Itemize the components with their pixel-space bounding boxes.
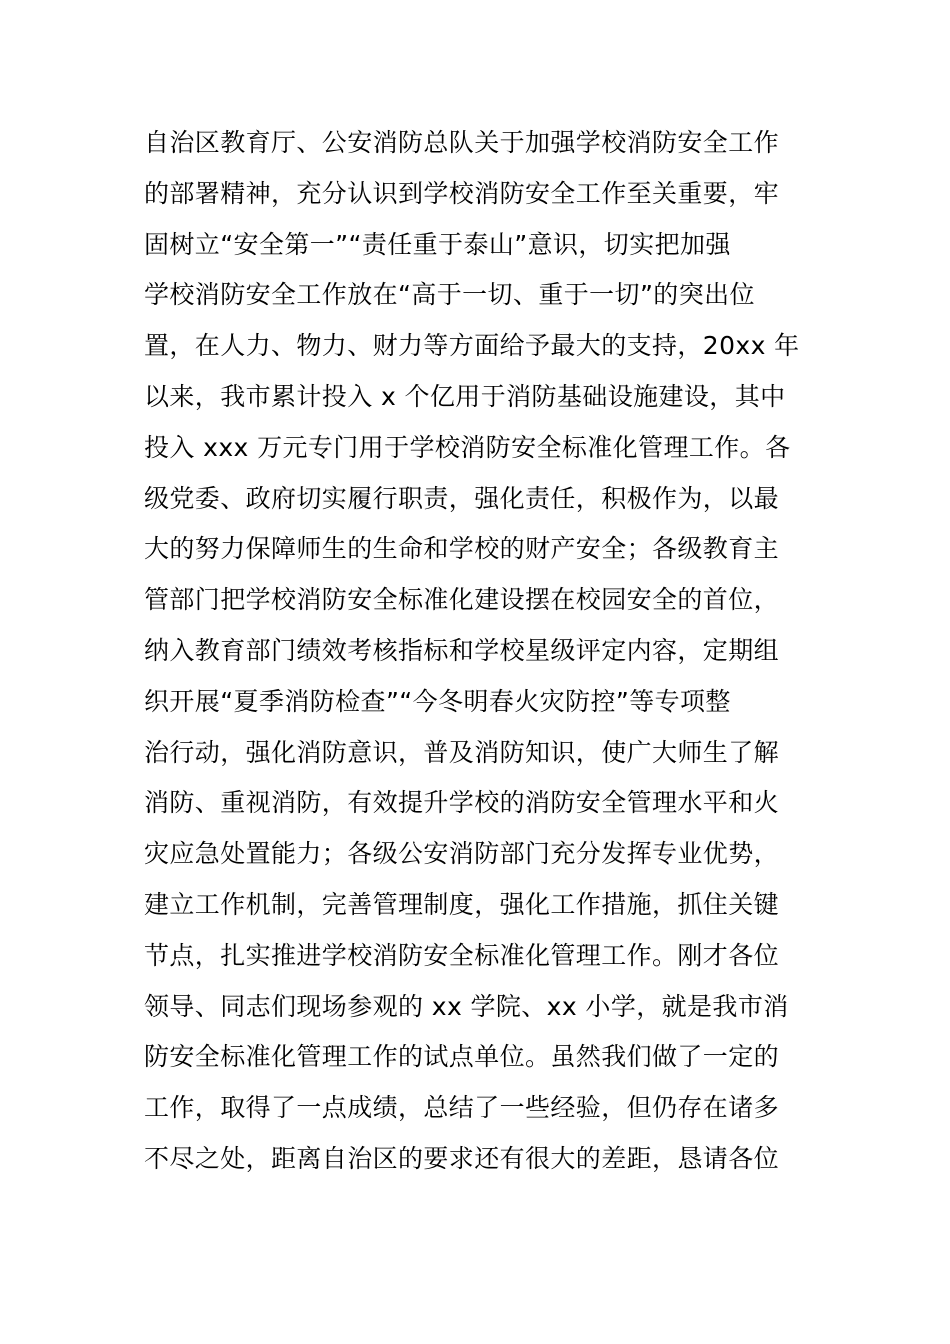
text-line-13: 治行动，强化消防意识，普及消防知识，使广大师生了解 <box>144 737 780 767</box>
text-line-12: 织开展“夏季消防检查”“今冬明春火灾防控”等专项整 <box>144 686 731 716</box>
text-line-20: 工作，取得了一点成绩，总结了一些经验，但仍存在诸多 <box>144 1093 780 1123</box>
text-line-11: 纳入教育部门绩效考核指标和学校星级评定内容，定期组 <box>144 635 780 665</box>
text-line-21: 不尽之处，距离自治区的要求还有很大的差距，恳请各位 <box>144 1143 780 1173</box>
text-line-16: 建立工作机制，完善管理制度，强化工作措施，抓住关键 <box>144 889 780 919</box>
body-paragraph <box>144 118 814 1185</box>
text-line-9: 大的努力保障师生的生命和学校的财产安全；各级教育主 <box>144 534 780 564</box>
text-line-14: 消防、重视消防，有效提升学校的消防安全管理水平和火 <box>144 788 780 818</box>
text-line-3: 固树立“安全第一”“责任重于泰山”意识，切实把加强 <box>144 229 731 259</box>
text-line-5: 置，在人力、物力、财力等方面给予最大的支持，20xx 年 <box>144 331 800 361</box>
text-line-18: 领导、同志们现场参观的 xx 学院、xx 小学，就是我市消 <box>144 991 789 1021</box>
text-line-7: 投入 xxx 万元专门用于学校消防安全标准化管理工作。各 <box>144 432 791 462</box>
text-line-2: 的部署精神，充分认识到学校消防安全工作至关重要，牢 <box>144 178 780 208</box>
text-line-19: 防安全标准化管理工作的试点单位。虽然我们做了一定的 <box>144 1042 780 1072</box>
text-line-8: 级党委、政府切实履行职责，强化责任，积极作为，以最 <box>144 483 780 513</box>
text-line-4: 学校消防安全工作放在“高于一切、重于一切”的突出位 <box>144 280 755 310</box>
text-line-15: 灾应急处置能力；各级公安消防部门充分发挥专业优势， <box>144 839 780 869</box>
text-line-1: 自治区教育厅、公安消防总队关于加强学校消防安全工作 <box>144 128 780 157</box>
text-line-6: 以来，我市累计投入 x 个亿用于消防基础设施建设，其中 <box>144 381 786 411</box>
text-line-17: 节点，扎实推进学校消防安全标准化管理工作。刚才各位 <box>144 940 780 970</box>
text-line-10: 管部门把学校消防安全标准化建设摆在校园安全的首位， <box>144 585 780 615</box>
